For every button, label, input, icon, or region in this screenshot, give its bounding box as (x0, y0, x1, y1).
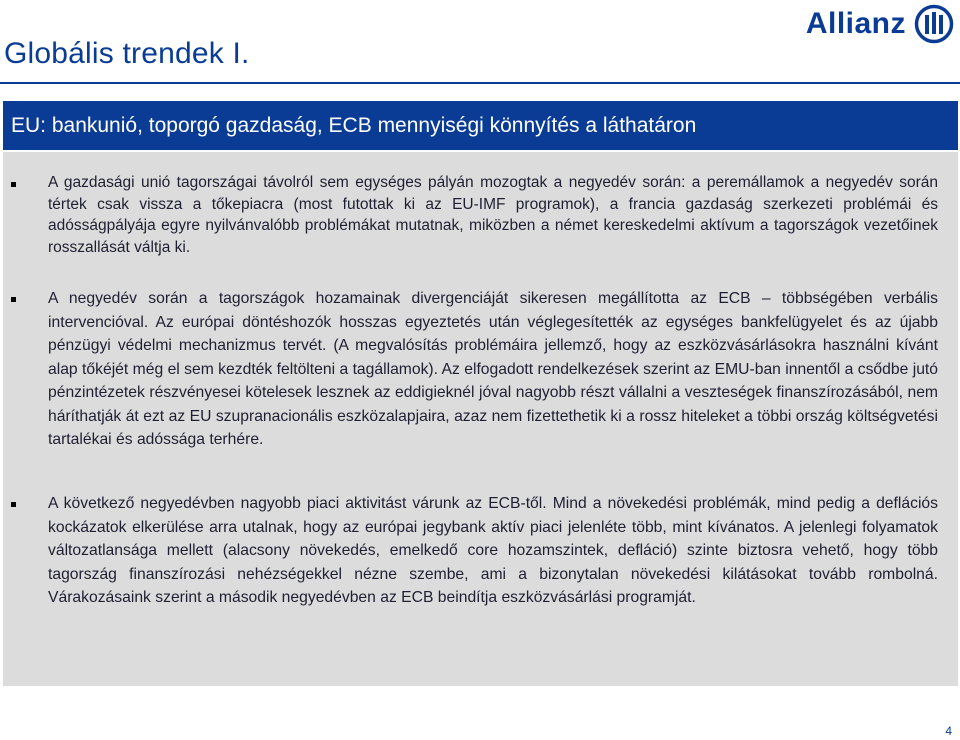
bullet-item (11, 492, 946, 610)
slide-title: Globális trendek I. (4, 37, 250, 70)
page-number: 4 (945, 724, 952, 738)
allianz-eagle-icon (914, 4, 954, 44)
logo-text: Allianz (805, 7, 906, 40)
bullet-item (11, 172, 946, 258)
subtitle-bar (3, 101, 958, 150)
bullet-text: A gazdasági unió tagországai távolról sem egységes pályán mozogtak a negyedév során: a peremállamok a negyedév során tértek csak vissza a tőkepiacra (most futottak ki az EU-IMF programok), a francia gazdaság szerkezeti problémái és adósságpályája egyre nyilvánvalóbb problémákat mutatnak, miközben a német kereskedelmi aktívum a tagországok vezetőinek rosszallását váltja ki. (48, 174, 938, 256)
allianz-logo (806, 4, 954, 44)
bullet-text: A negyedév során a tagországok hozamainak divergenciáját sikeresen megállította az ECB – többségében verbális intervencióval. Az európai döntéshozók hosszas egyeztetés után véglegesítették az egységes bankfelügyelet és az újabb pénzügyi védelmi mechanizmus tervét. (A megvalósítás problémáira jellemző, hogy az eszközvásárlásokra használni kívánt alap tőkéjét még el sem kezdték feltölteni a tagállamok). Az elfogadott rendelkezések szerint az EMU-ban innentől a csődbe jutó pénzintézetek részvényesei kötelesek lesznek az eddigieknél jóval nagyobb részt vállalni a veszteségek finanszírozásából, nem háríthatják át ezt az EU szupranacionális eszközalapjaira, azaz nem fizettethetik ki a rossz hiteleket a többi ország költségvetési tartalékai és adóssága terhére. (48, 290, 938, 448)
bullet-square-icon (11, 502, 16, 507)
bullet-text: A következő negyedévben nagyobb piaci aktivitást várunk az ECB-től. Mind a növekedési problémák, mind pedig a deflációs kockázatok elkerülése arra utalnak, hogy az európai jegybank aktív piaci jelenléte több, mint kívánatos. A jelenlegi folyamatok változatlansága mellett (alacsony növekedés, emelkedő core hozamszintek, defláció) szinte biztosra vehető, hogy több tagország finanszírozási nehézségekkel nézne szembe, ami a bizonytalan növekedési kilátásokat tovább rombolná. Várakozásaink szerint a második negyedévben az ECB beindítja eszközvásárlási programját. (48, 495, 938, 606)
subtitle-text: EU: bankunió, toporgó gazdaság, ECB mennyiségi könnyítés a láthatáron (11, 113, 697, 137)
bullet-square-icon (11, 182, 16, 187)
content-box (3, 152, 958, 686)
title-divider (0, 82, 960, 84)
bullet-square-icon (11, 297, 16, 302)
bullet-item (11, 287, 946, 452)
